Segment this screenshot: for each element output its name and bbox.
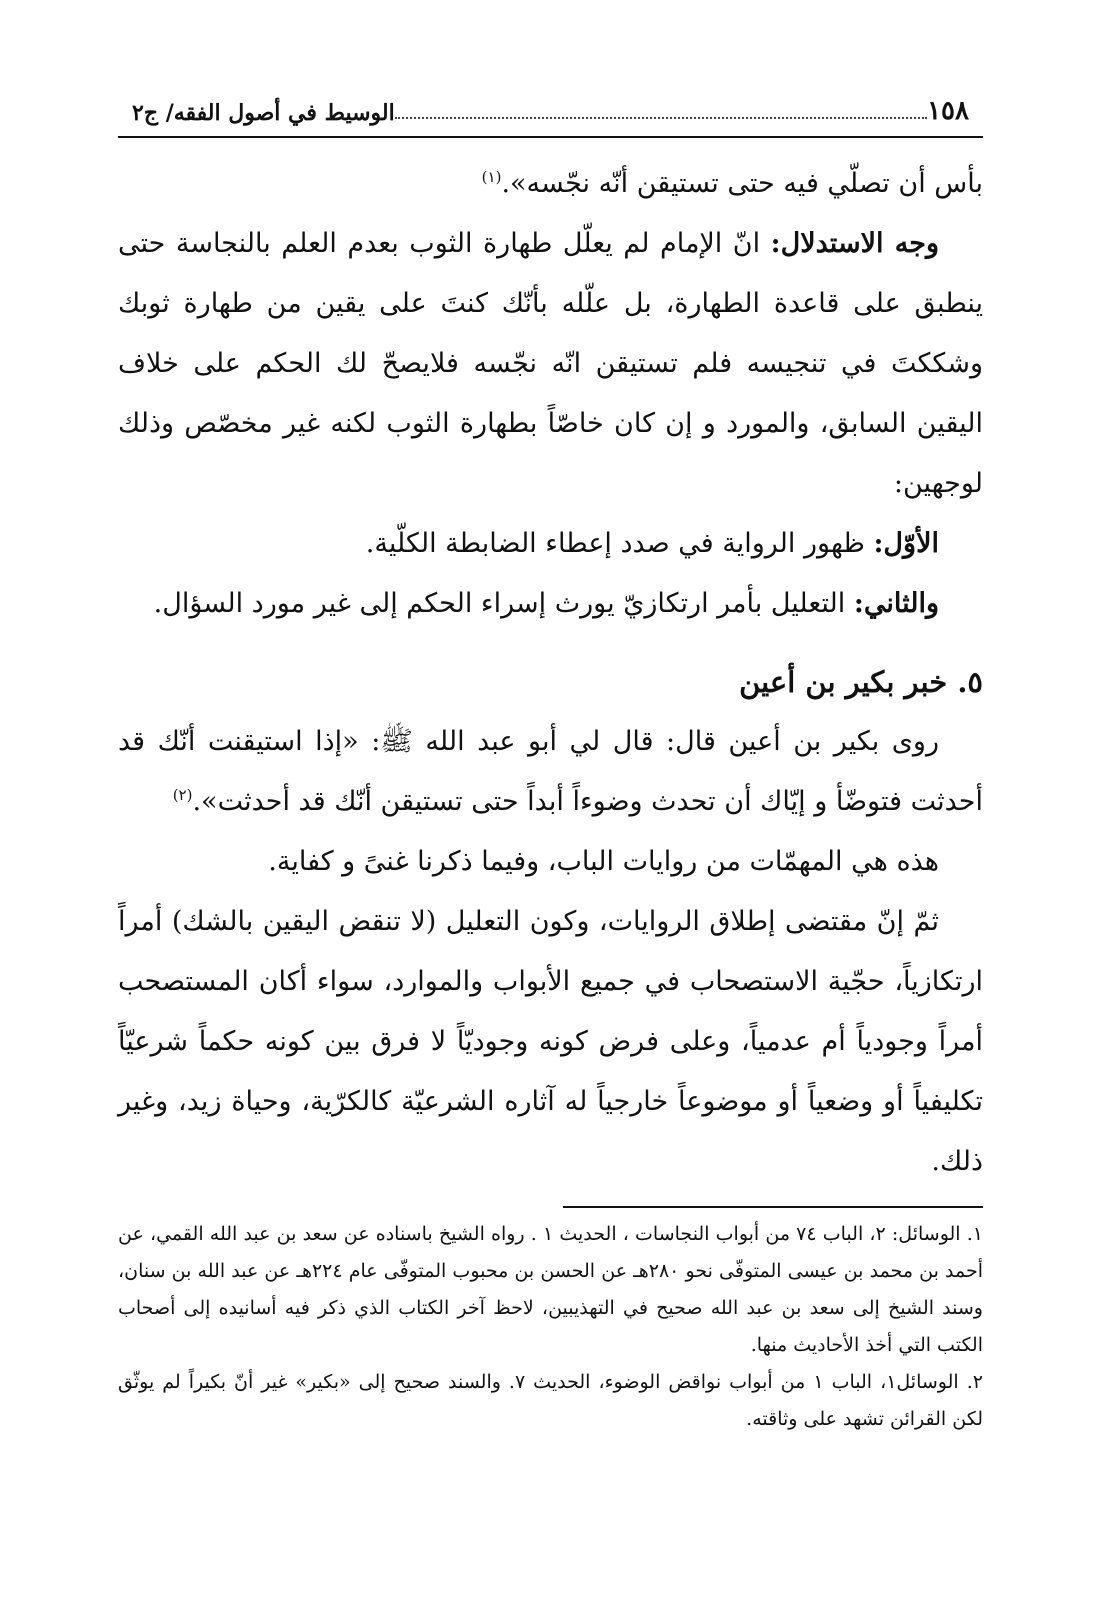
paragraph-text: ثمّ إنّ مقتضى إطلاق الروايات، وكون التعليل (لا تنقض اليقين بالشك) أمراً ارتكازياً، حجّية الاستصحاب في جميع الأبواب والموارد، سواء أكان المستصحب أمراً وجودياً أم عدمياً، وعلى فرض كونه وجوديّاً لا فرق بين كونه حكماً شرعيّاً تكليفياً أو وضعياً أو موضوعاً خارجياً له آثاره الشرعيّة كالكرّية، وحياة زيد، وغير ذلك.: [118, 906, 983, 1177]
point-second-text: التعليل بأمر ارتكازيّ يورث إسراء الحكم إلى غير مورد السؤال.: [153, 588, 854, 619]
footnote-divider: [563, 1206, 983, 1208]
section-heading: ٥. خبر بكير بن أعين: [739, 665, 983, 699]
page-header: [118, 70, 983, 138]
point-first: [118, 514, 983, 574]
paragraph-text: بأس أن تصلّي فيه حتى تستيقن أنّه نجّسه».: [501, 168, 983, 199]
paragraph-continuation: [118, 154, 983, 214]
footnote-1: ١. الوسائل: ٢، الباب ٧٤ من أبواب النجاسات ، الحديث ١ . رواه الشيخ باسناده عن سعد بن عبد الله القمي، عن أحمد بن محمد بن عيسى المتوفّى نحو ٢٨٠هـ عن الحسن بن محبوب المتوفّى عام ٢٢٤هـ عن عبد الله بن سنان، وسند الشيخ إلى سعد بن عبد الله صحيح في التهذيبين، لاحظ آخر الكتاب الذي ذكر فيه أسانيده إلى أصحاب الكتب التي أخذ الأحاديث منها.: [118, 1223, 984, 1356]
point-first-text: ظهور الرواية في صدد إعطاء الضابطة الكلّية.: [365, 528, 874, 559]
paragraph-summary: [118, 832, 983, 892]
footnote-ref-2: (٢): [172, 786, 193, 804]
point-second: [118, 574, 983, 634]
point-first-label: الأوّل:: [873, 528, 939, 559]
footnote-2: ٢. الوسائل١، الباب ١ من أبواب نواقض الوضوء، الحديث ٧. والسند صحيح إلى «بكير» غير أنّ بكيراً لم يوثّق لكن القرائن تشهد على وثاقته.: [118, 1371, 983, 1430]
paragraph-text: روى بكير بن أعين قال: قال لي أبو عبد الله ﷺ: «إذا استيقنت أنّك قد أحدثت فتوضّأ و إيّاك أن تحدث وضوءاً أبداً حتى تستيقن أنّك قد أحدثت».: [118, 726, 983, 817]
inference-label: وجه الاستدلال:: [770, 228, 939, 259]
page-number: ١٥٨: [927, 96, 969, 126]
paragraph-conclusion: [118, 892, 983, 1192]
footnotes: [118, 1216, 983, 1438]
paragraph-text: هذه هي المهمّات من روايات الباب، وفيما ذكرنا غنىً و كفاية.: [268, 846, 939, 877]
paragraph-narration: [118, 712, 983, 832]
main-text: [118, 154, 983, 1192]
header-dotted-leader: [395, 117, 927, 119]
point-second-label: والثاني:: [853, 588, 939, 619]
paragraph-text: انّ الإمام لم يعلّل طهارة الثوب بعدم العلم بالنجاسة حتى ينطبق على قاعدة الطهارة، بل علّله بأنّك كنتَ على يقين من طهارة ثوبك وشككتَ في تنجيسه فلم تستيقن انّه نجّسه فلايصحّ لك الحكم على خلاف اليقين السابق، والمورد و إن كان خاصّاً بطهارة الثوب لكنه غير مخصّص وذلك لوجهين:: [118, 228, 983, 499]
running-title: الوسيط في أصول الفقه/ ج٢: [132, 100, 395, 126]
footnote-ref-1: (١): [481, 168, 502, 186]
paragraph-inference: [118, 214, 983, 514]
